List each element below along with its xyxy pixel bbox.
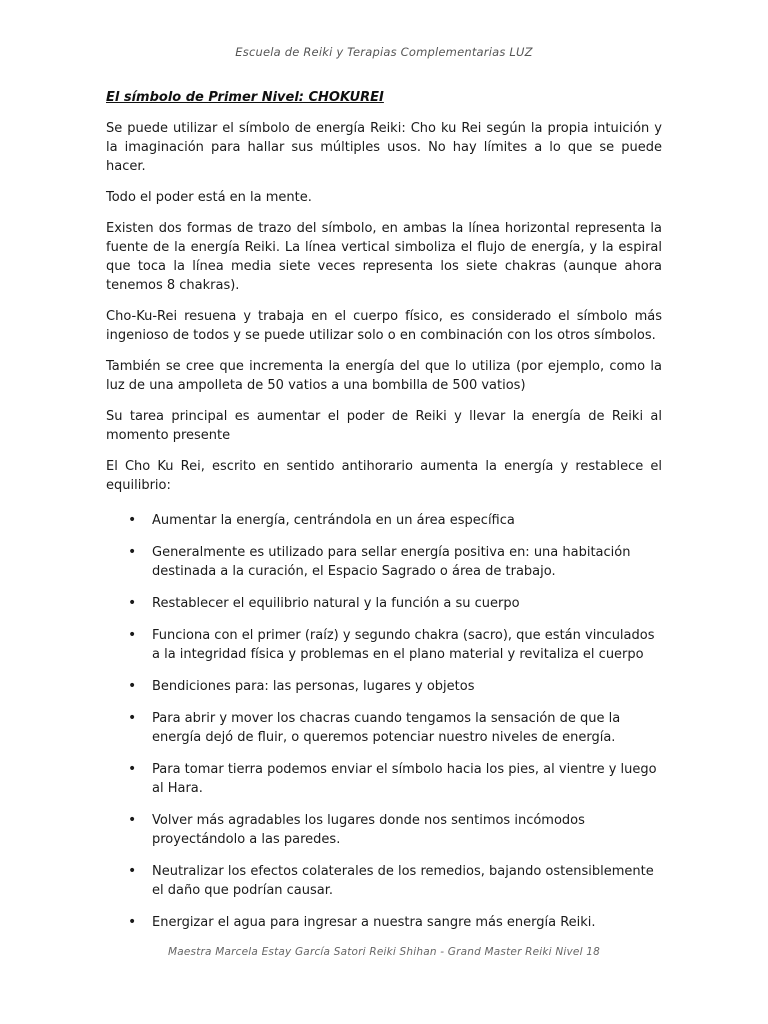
bullet-icon: • <box>128 761 137 777</box>
list-item-text: Para abrir y mover los chacras cuando tengamos la sensación de que la energía dejó de fluir, o queremos potenciar nuestro niveles de energía. <box>152 711 621 745</box>
uses-list <box>106 511 662 932</box>
list-item <box>106 862 662 900</box>
document-body <box>106 90 662 945</box>
bullet-icon: • <box>128 710 137 726</box>
list-item <box>106 626 662 664</box>
bullet-icon: • <box>128 512 137 528</box>
list-item-text: Neutralizar los efectos colaterales de los remedios, bajando ostensiblemente el daño que podrían causar. <box>152 864 654 898</box>
list-item <box>106 811 662 849</box>
bullet-icon: • <box>128 544 137 560</box>
paragraph-increase: También se cree que incrementa la energía del que lo utiliza (por ejemplo, como la luz de una ampolleta de 50 vatios a una bombilla de 500 vatios) <box>106 359 662 393</box>
list-item <box>106 677 662 696</box>
list-item <box>106 760 662 798</box>
bullet-icon: • <box>128 627 137 643</box>
list-item-text: Para tomar tierra podemos enviar el símbolo hacia los pies, al vientre y luego al Hara. <box>152 762 657 796</box>
list-item-text: Volver más agradables los lugares donde nos sentimos incómodos proyectándolo a las paredes. <box>152 813 585 847</box>
list-item <box>106 913 662 932</box>
paragraph-intro: Se puede utilizar el símbolo de energía Reiki: Cho ku Rei según la propia intuición y la imaginación para hallar sus múltiples usos. No hay límites a lo que se puede hacer. <box>106 121 662 174</box>
bullet-icon: • <box>128 812 137 828</box>
paragraph-task: Su tarea principal es aumentar el poder de Reiki y llevar la energía de Reiki al momento presente <box>106 409 662 443</box>
paragraph-resonance: Cho-Ku-Rei resuena y trabaja en el cuerpo físico, es considerado el símbolo más ingenioso de todos y se puede utilizar solo o en combinación con los otros símbolos. <box>106 309 662 343</box>
list-item <box>106 594 662 613</box>
list-item-text: Energizar el agua para ingresar a nuestra sangre más energía Reiki. <box>152 915 596 930</box>
list-item-text: Aumentar la energía, centrándola en un área específica <box>152 513 515 528</box>
list-item-text: Funciona con el primer (raíz) y segundo chakra (sacro), que están vinculados a la integridad física y problemas en el plano material y revitaliza el cuerpo <box>152 628 655 662</box>
list-item-text: Restablecer el equilibrio natural y la función a su cuerpo <box>152 596 520 611</box>
paragraph-power: Todo el poder está en la mente. <box>106 190 312 205</box>
page-header: Escuela de Reiki y Terapias Complementarias LUZ <box>235 45 533 59</box>
list-item-text: Generalmente es utilizado para sellar energía positiva en: una habitación destinada a la curación, el Espacio Sagrado o área de trabajo. <box>152 545 631 579</box>
bullet-icon: • <box>128 595 137 611</box>
paragraph-forms: Existen dos formas de trazo del símbolo, en ambas la línea horizontal representa la fuente de la energía Reiki. La línea vertical simboliza el flujo de energía, y la espiral que toca la línea media siete veces representa los siete chakras (aunque ahora tenemos 8 chakras). <box>106 221 662 293</box>
list-item <box>106 709 662 747</box>
bullet-icon: • <box>128 914 137 930</box>
bullet-icon: • <box>128 863 137 879</box>
list-item <box>106 543 662 581</box>
list-item-text: Bendiciones para: las personas, lugares y objetos <box>152 679 475 694</box>
paragraph-antihorario: El Cho Ku Rei, escrito en sentido antihorario aumenta la energía y restablece el equilibrio: <box>106 459 662 493</box>
bullet-icon: • <box>128 678 137 694</box>
section-title: El símbolo de Primer Nivel: CHOKUREI <box>106 90 384 105</box>
page-footer: Maestra Marcela Estay García Satori Reiki Shihan - Grand Master Reiki Nivel 18 <box>168 946 600 958</box>
list-item <box>106 511 662 530</box>
